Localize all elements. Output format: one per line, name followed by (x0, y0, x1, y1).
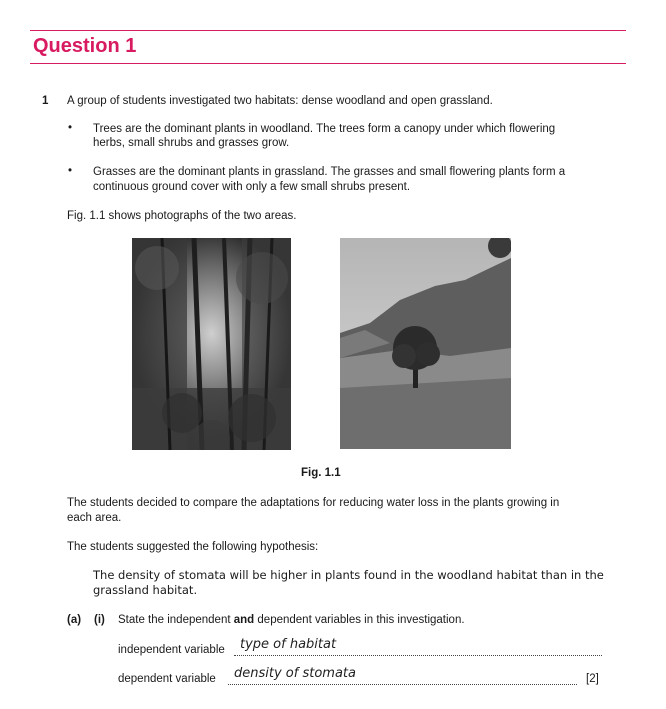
top-rule (30, 30, 626, 31)
dependent-answer-line[interactable] (228, 684, 577, 685)
figure-intro: Fig. 1.1 shows photographs of the two areas. (67, 210, 297, 222)
compare-line-2: each area. (67, 512, 122, 524)
bottom-rule (30, 63, 626, 64)
compare-line-1: The students decided to compare the adaptations for reducing water loss in the plants growing in (67, 497, 560, 509)
independent-label: independent variable (118, 644, 225, 656)
question-title: Question 1 (33, 35, 137, 57)
part-i-label: (i) (94, 614, 105, 626)
hypothesis (93, 568, 613, 598)
bullet-1-line-1: Trees are the dominant plants in woodland. The trees form a canopy under which flowering (93, 123, 556, 135)
task-pre: State the independent (118, 614, 234, 626)
question-number: 1 (42, 95, 49, 107)
figure-caption: Fig. 1.1 (301, 467, 341, 479)
bullet-dot-2: • (68, 165, 73, 177)
bullet-2-line-1: Grasses are the dominant plants in grassland. The grasses and small flowering plants form a (93, 166, 566, 178)
bullet-1-line-2: herbs, small shrubs and grasses grow. (93, 137, 290, 149)
woodland-photo (132, 238, 291, 450)
hypothesis-intro: The students suggested the following hypothesis: (67, 541, 319, 553)
dependent-answer: density of stomata (234, 666, 356, 681)
bullet-dot-1: • (68, 122, 73, 134)
task-post: dependent variables in this investigation. (254, 614, 465, 626)
marks: [2] (586, 673, 599, 685)
hypothesis-line-2: grassland habitat. (93, 583, 198, 597)
independent-answer-line[interactable] (234, 655, 602, 656)
grassland-photo (340, 238, 511, 449)
hypothesis-line-1: The density of stomata will be higher in plants found in the woodland habitat than in the (93, 568, 604, 582)
task-and: and (233, 614, 255, 626)
dependent-label: dependent variable (118, 673, 216, 685)
task-text (118, 613, 465, 628)
intro-text: A group of students investigated two habitats: dense woodland and open grassland. (67, 95, 493, 107)
part-a-label: (a) (67, 614, 82, 626)
bullet-2-line-2: continuous ground cover with only a few small shrubs present. (93, 181, 411, 193)
independent-answer: type of habitat (240, 637, 337, 652)
